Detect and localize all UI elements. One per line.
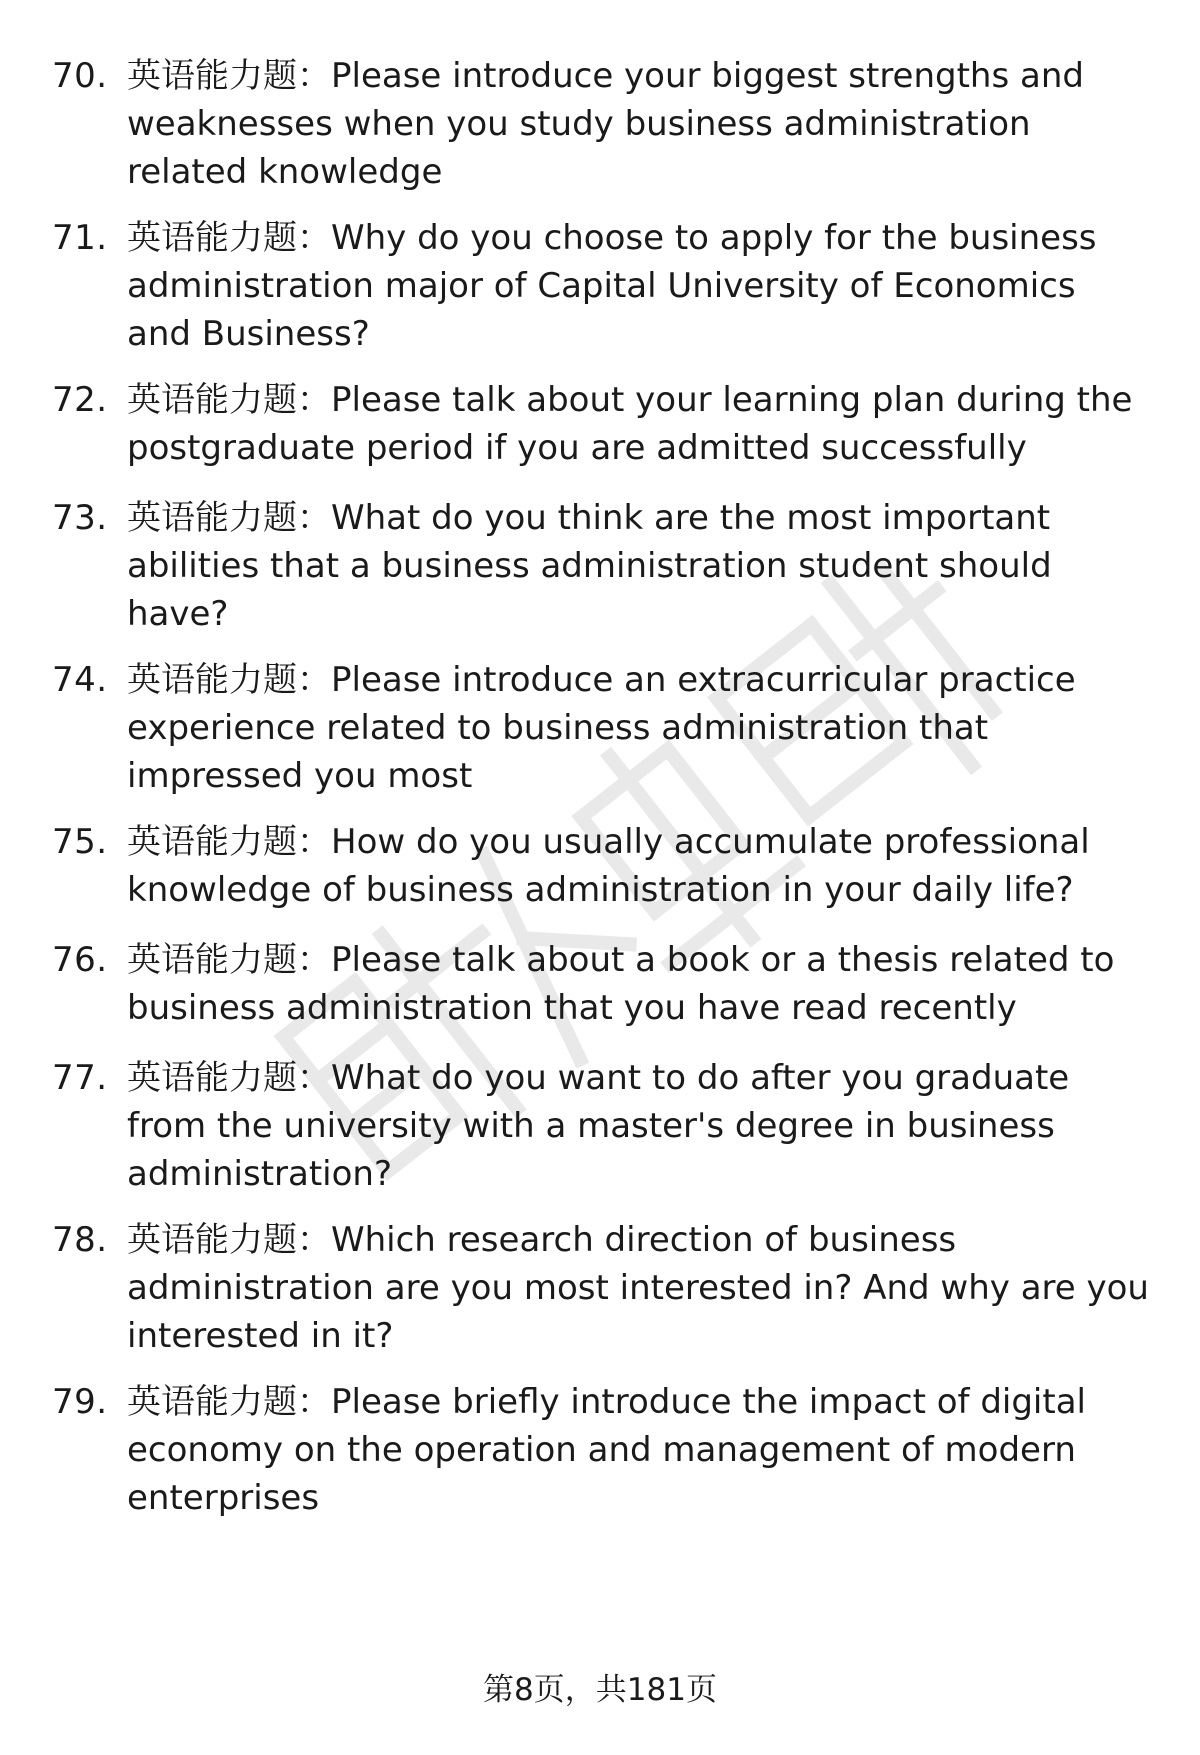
question-number: 75. (52, 822, 108, 862)
question-text: 英语能力题：Please talk about your learning plan during the postgraduate period if you are admitted successfully (127, 380, 1133, 468)
question-text: 英语能力题：Please briefly introduce the impact of digital economy on the operation and management of modern enterprises (127, 1382, 1086, 1518)
question-text: 英语能力题：Why do you choose to apply for the business administration major of Capital University of Economics and Business? (127, 218, 1097, 354)
question-number: 78. (52, 1220, 108, 1260)
question-text: 英语能力题：Which research direction of business administration are you most interested in? And why are you interested in it? (127, 1220, 1149, 1356)
question-number: 74. (52, 660, 108, 700)
question-text: 英语能力题：Please introduce an extracurricular practice experience related to business administration that impressed you most (127, 660, 1076, 796)
question-number: 73. (52, 498, 108, 538)
question-number: 71. (52, 218, 108, 258)
question-number: 77. (52, 1058, 108, 1098)
question-number: 76. (52, 940, 108, 980)
question-text: 英语能力题：How do you usually accumulate professional knowledge of business administration in your daily life? (127, 822, 1090, 910)
page-number-footer: 第8页，共181页 (483, 1672, 717, 1708)
question-text: 英语能力题：Please talk about a book or a thesis related to business administration that you have read recently (127, 940, 1115, 1028)
question-number: 79. (52, 1382, 108, 1422)
question-text: 英语能力题：What do you think are the most important abilities that a business administration student should have? (127, 498, 1052, 634)
question-text: 英语能力题：What do you want to do after you graduate from the university with a master's degree in business administration? (127, 1058, 1070, 1194)
question-number: 70. (52, 56, 108, 96)
question-number: 72. (52, 380, 108, 420)
question-text: 英语能力题：Please introduce your biggest strengths and weaknesses when you study business administration related knowledge (127, 56, 1084, 192)
